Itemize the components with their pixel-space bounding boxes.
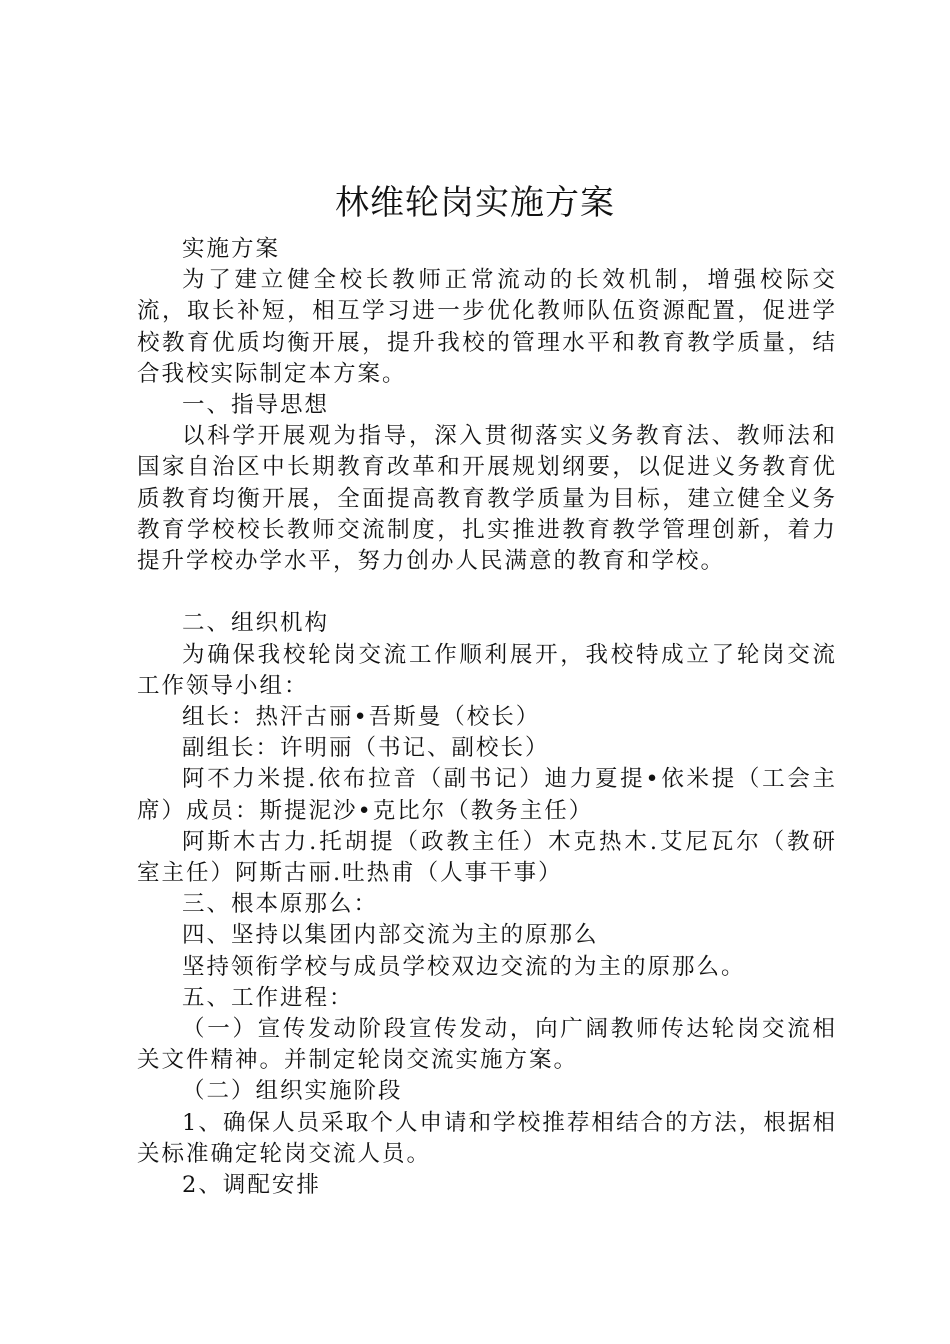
heading-basic-principles: 三、根本原那么： [182, 891, 379, 918]
paragraph-organization: 为确保我校轮岗交流工作顺利展开，我校特成立了轮岗交流工作领导小组： [137, 641, 837, 699]
heading-work-process: 五、工作进程： [182, 984, 354, 1011]
paragraph-personnel: 1、确保人员采取个人申请和学校推荐相结合的方法，根据相关标准确定轮岗交流人员。 [137, 1109, 837, 1167]
paragraph-group-leader: 组长：热汗古丽•吾斯曼（校长） [182, 704, 541, 731]
document-title: 林维轮岗实施方案 [335, 183, 615, 223]
paragraph-publicity-stage: （一）宣传发动阶段宣传发动，向广阔教师传达轮岗交流相关文件精神。并制定轮岗交流实施方案。 [137, 1016, 837, 1074]
paragraph-plan-label: 实施方案 [182, 236, 281, 262]
paragraph-allocation: 2、调配安排 [182, 1172, 321, 1199]
heading-implementation-stage: （二）组织实施阶段 [182, 1078, 403, 1105]
paragraph-guiding-ideology: 以科学开展观为指导，深入贯彻落实义务教育法、教师法和国家自治区中长期教育改革和开展规划纲要，以促进义务教育优质教育均衡开展，全面提高教育教学质量为目标，建立健全义务教育学校校长教师交流制度，扎实推进教育教学管理创新，着力提升学校办学水平，努力创办人民满意的教育和学校。 [137, 423, 837, 575]
document-body [137, 234, 837, 1201]
paragraph-members-2: 阿斯木古力.托胡提（政教主任）木克热木.艾尼瓦尔（教研室主任）阿斯古丽.吐热甫（人事干事） [137, 828, 837, 887]
paragraph-intro: 为了建立健全校长教师正常流动的长效机制，增强校际交流，取长补短，相互学习进一步优化教师队伍资源配置，促进学校教育优质均衡开展，提升我校的管理水平和教育教学质量，结合我校实际制定本方案。 [137, 267, 837, 387]
heading-organization: 二、组织机构 [182, 610, 330, 637]
paragraph-bilateral-exchange: 坚持领衔学校与成员学校双边交流的为主的原那么。 [182, 953, 746, 980]
heading-guiding-ideology: 一、指导思想 [182, 392, 330, 419]
heading-internal-exchange: 四、坚持以集团内部交流为主的原那么 [182, 922, 599, 949]
paragraph-deputy-leader: 副组长：许明丽（书记、副校长） [182, 735, 550, 762]
blank-line [137, 577, 837, 608]
paragraph-members-1: 阿不力米提.依布拉音（副书记）迪力夏提•依米提（工会主席）成员：斯提泥沙•克比尔（教务主任） [137, 766, 837, 824]
